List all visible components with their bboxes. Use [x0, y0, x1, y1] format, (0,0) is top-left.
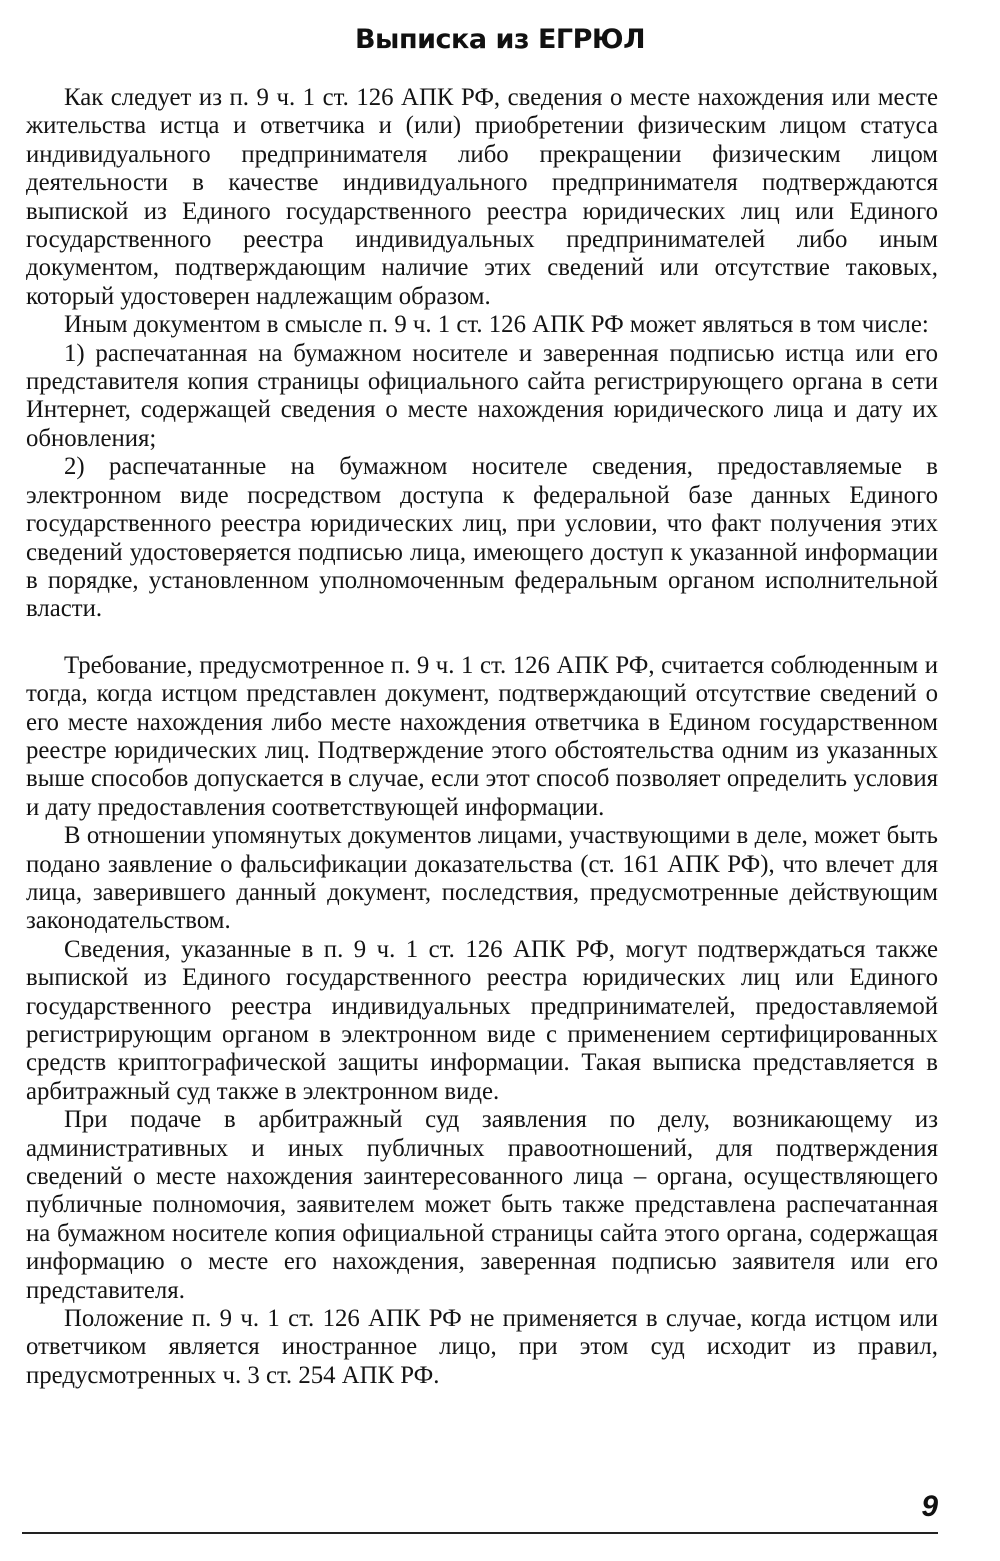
body-text [26, 84, 938, 1390]
paragraph-7: Сведения, указанные в п. 9 ч. 1 ст. 126 АПК РФ, могут подтверждаться также выпиской из Единого государственного реестра юридических лиц или Единого государственного реестра индивидуальных предпринимателей, предоставляемой регистрирующим органом в электронном виде с применением сертифицированных средств криптографической защиты информации. Такая выписка представляется в арбитражный суд также в электронном виде. [26, 935, 938, 1105]
paragraph-1: Как следует из п. 9 ч. 1 ст. 126 АПК РФ, сведения о месте нахождения или месте жительства истца и ответчика и (или) приобретении физическим лицом статуса индивидуального предпринимателя либо прекращении физическим лицом деятельности в качестве индивидуального предпринимателя подтверждаются выпиской из Единого государственного реестра юридических лиц или Единого государственного реестра индивидуальных предпринимателей либо иным документом, подтверждающим наличие этих сведений или отсутствие таковых, который удостоверен надлежащим образом. [26, 84, 938, 310]
paragraph-8: При подаче в арбитражный суд заявления по делу, возникающему из административных и иных публичных правоотношений, для подтверждения сведений о месте нахождения заинтересованного лица – органа, осуществляющего публичные полномочия, заявителем может быть также представлена распечатанная на бумажном носителе копия официальной страницы сайта этого органа, содержащая информацию о месте его нахождения, заверенная подписью заявителя или его представителя. [26, 1106, 938, 1304]
paragraph-5: Требование, предусмотренное п. 9 ч. 1 ст. 126 АПК РФ, считается соблюденным и тогда, когда истцом представлен документ, подтверждающий отсутствие сведений о его месте нахождения либо месте нахождения ответчика в Едином государственном реестре юридических лиц. Подтверждение этого обстоятельства одним из указанных выше способов допускается в случае, если этот способ позволяет определить условия и дату предоставления соответствующей информации. [26, 651, 938, 821]
paragraph-4: 2) распечатанные на бумажном носителе сведения, предоставляемые в электронном виде посредством доступа к федеральной базе данных Единого государственного реестра юридических лиц, при условии, что факт получения этих сведений удостоверяется подписью лица, имеющего доступ к указанной информации в порядке, установленном уполномоченным федеральным органом исполнительной власти. [26, 453, 938, 623]
page-number: 9 [921, 1490, 938, 1523]
paragraph-3: 1) распечатанная на бумажном носителе и заверенная подписью истца или его представителя копия страницы официального сайта регистрирующего органа в сети Интернет, содержащей сведения о месте нахождения юридического лица и дату их обновления; [26, 339, 938, 452]
paragraph-9: Положение п. 9 ч. 1 ст. 126 АПК РФ не применяется в случае, когда истцом или ответчиком является иностранное лицо, при этом суд исходит из правил, предусмотренных ч. 3 ст. 254 АПК РФ. [26, 1305, 938, 1389]
footer-divider [22, 1532, 938, 1534]
paragraph-6: В отношении упомянутых документов лицами, участвующими в деле, может быть подано заявление о фальсификации доказательства (ст. 161 АПК РФ), что влечет для лица, заверившего данный документ, последствия, предусмотренные действующим законодательством. [26, 822, 938, 935]
page-title: Выписка из ЕГРЮЛ [354, 24, 646, 55]
paragraph-2: Иным документом в смысле п. 9 ч. 1 ст. 126 АПК РФ может являться в том числе: [64, 311, 929, 339]
